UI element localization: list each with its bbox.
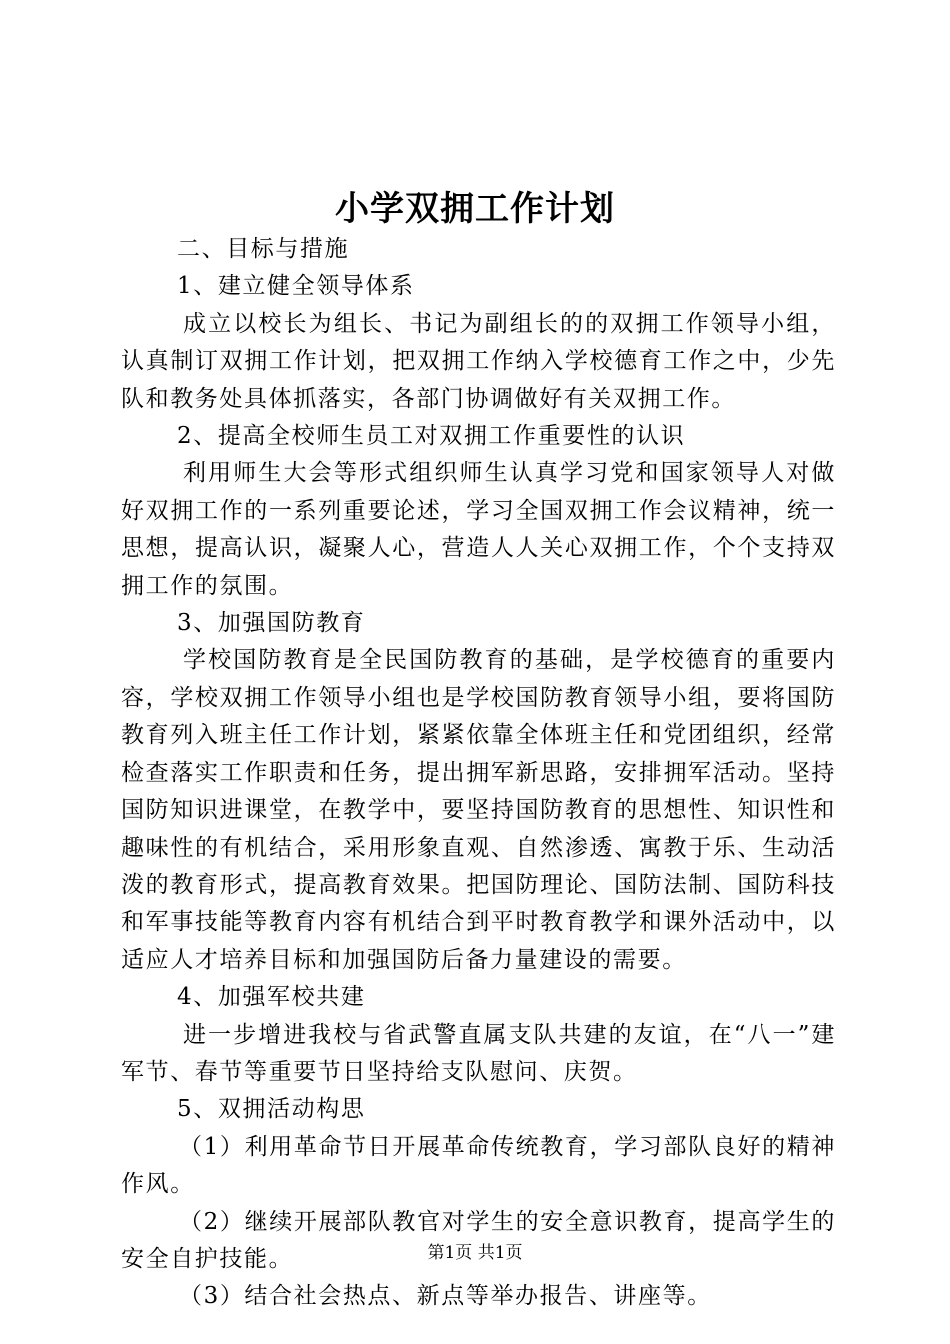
subsection-heading: 4、加强军校共建 bbox=[177, 984, 366, 1011]
list-item: （2）继续开展部队教官对学生的安全意识教育，提高学生的安全自护技能。 bbox=[121, 1208, 836, 1272]
subsection-heading: 2、提高全校师生员工对双拥工作重要性的认识 bbox=[177, 423, 686, 450]
subsection-heading: 5、双拥活动构思 bbox=[177, 1096, 366, 1123]
page-footer: 第1页 共1页 bbox=[427, 1243, 523, 1263]
document-title: 小学双拥工作计划 bbox=[335, 189, 615, 229]
paragraph: 学校国防教育是全民国防教育的基础，是学校德育的重要内容，学校双拥工作领导小组也是学校国防教育领导小组，要将国防教育列入班主任工作计划，紧紧依靠全体班主任和党团组织，经常检查落实工作职责和任务，提出拥军新思路，安排拥军活动。坚持国防知识进课堂，在教学中，要坚持国防教育的思想性、知识性和趣味性的有机结合，采用形象直观、自然渗透、寓教于乐、生动活泼的教育形式，提高教育效果。把国防理论、国防法制、国防科技和军事技能等教育内容有机结合到平时教育教学和课外活动中，以适应人才培养目标和加强国防后备力量建设的需要。 bbox=[121, 647, 836, 973]
paragraph: 进一步增进我校与省武警直属支队共建的友谊，在“八一”建军节、春节等重要节日坚持给支队慰问、庆贺。 bbox=[121, 1021, 836, 1085]
subsection-heading: 3、加强国防教育 bbox=[177, 610, 366, 637]
list-item: （1）利用革命节日开展革命传统教育，学习部队良好的精神作风。 bbox=[121, 1133, 836, 1198]
paragraph: 利用师生大会等形式组织师生认真学习党和国家领导人对做好双拥工作的一系列重要论述，学习全国双拥工作会议精神，统一思想，提高认识，凝聚人心，营造人人关心双拥工作，个个支持双拥工作的氛围。 bbox=[121, 460, 836, 599]
subsection-heading: 1、建立健全领导体系 bbox=[177, 273, 415, 300]
document-body bbox=[121, 231, 836, 1316]
paragraph: 成立以校长为组长、书记为副组长的的双拥工作领导小组，认真制订双拥工作计划，把双拥工作纳入学校德育工作之中，少先队和教务处具体抓落实，各部门协调做好有关双拥工作。 bbox=[121, 310, 836, 412]
list-item: （3）结合社会热点、新点等举办报告、讲座等。 bbox=[179, 1283, 712, 1310]
section-heading: 二、目标与措施 bbox=[177, 236, 350, 262]
